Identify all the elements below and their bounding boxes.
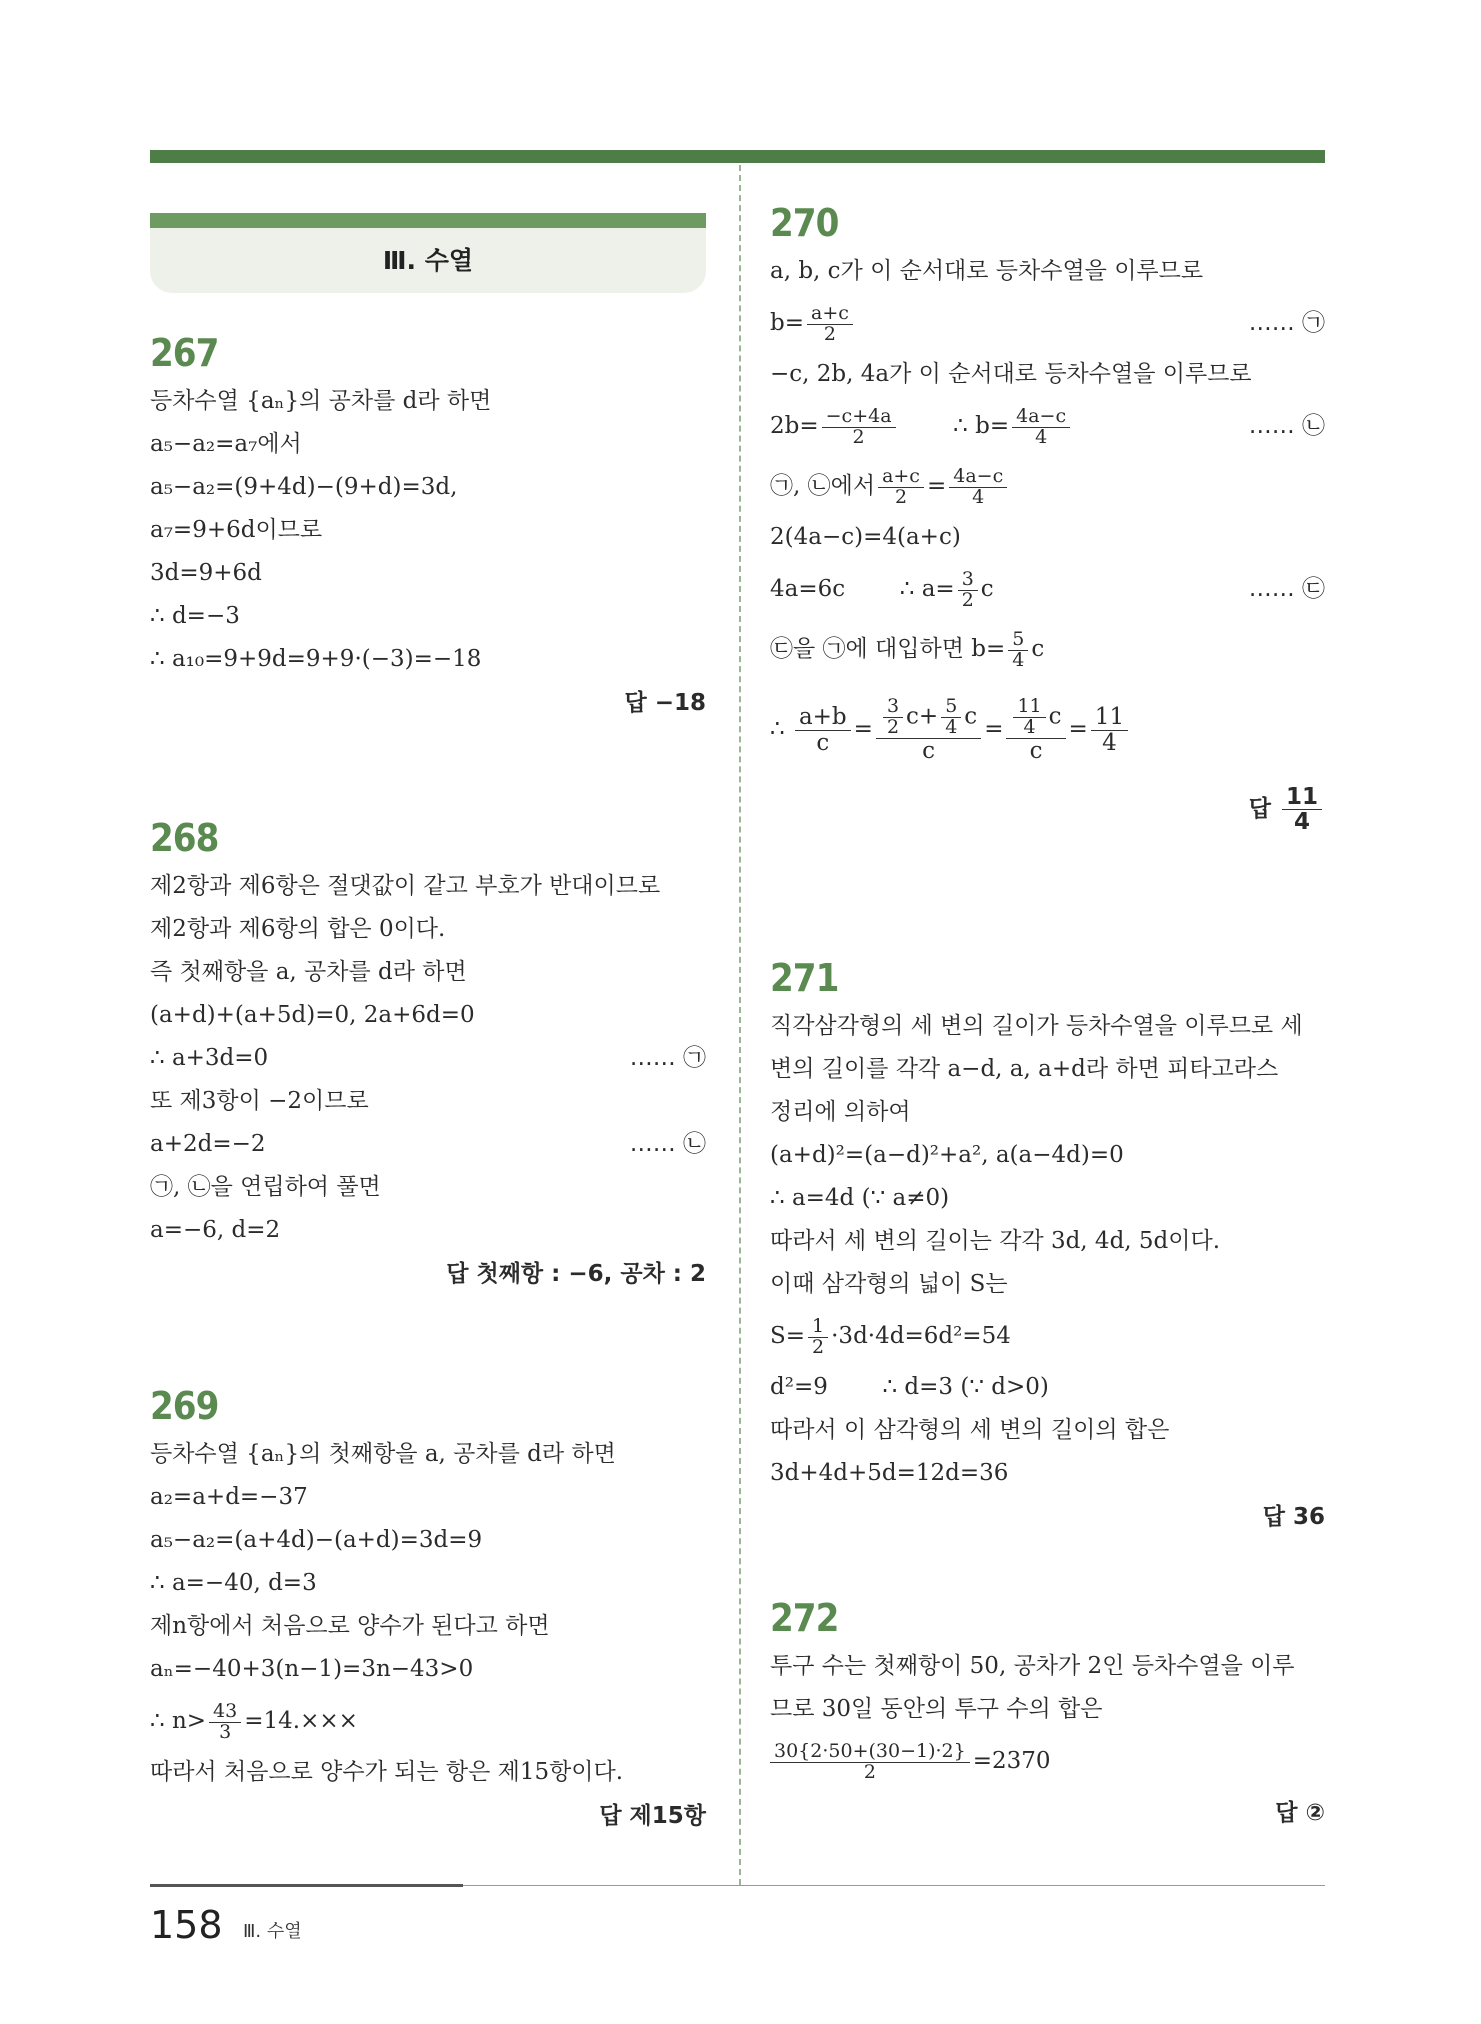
fraction-denominator: 4 <box>1023 715 1036 738</box>
solution-line <box>770 1731 1325 1791</box>
solution-line: a₅−a₂=a₇에서 <box>150 431 302 457</box>
fraction-denominator: 4 <box>1102 729 1117 756</box>
fraction-denominator: 4 <box>1035 425 1048 448</box>
equation-text: =2370 <box>972 1748 1051 1774</box>
equation-mark: …… ㉡ <box>1248 413 1325 439</box>
fraction-denominator: 3 <box>219 1720 232 1743</box>
solution-line: 므로 30일 동안의 투구 수의 합은 <box>770 1696 1103 1722</box>
problem-267 <box>150 330 706 725</box>
solution-line: 즉 첫째항을 a, 공차를 d라 하면 <box>150 959 467 985</box>
problem-269 <box>150 1383 706 1838</box>
solution-line: 2(4a−c)=4(a+c) <box>770 524 961 550</box>
fraction <box>1013 694 1045 738</box>
fraction-numerator <box>876 694 981 739</box>
fraction <box>958 567 978 611</box>
equation-text: c+ <box>906 703 939 730</box>
equation-text: ∴ a= <box>899 576 955 602</box>
section-title: Ⅲ. 수열 <box>382 246 474 275</box>
equation-mark: …… ㉢ <box>1248 576 1325 602</box>
solution-line: 3d+4d+5d=12d=36 <box>770 1460 1009 1486</box>
equation-text: 2b= <box>770 413 819 439</box>
problem-number: 268 <box>150 816 219 860</box>
solution-line: 따라서 이 삼각형의 세 변의 길이의 합은 <box>770 1417 1170 1443</box>
equation-text: c <box>1031 636 1045 662</box>
solution-line: 변의 길이를 각각 a−d, a, a+d라 하면 피타고라스 <box>770 1056 1279 1082</box>
fraction-denominator: 2 <box>812 1335 825 1358</box>
fraction-denominator: c <box>816 729 830 756</box>
equation-mark: …… ㉠ <box>1248 310 1325 336</box>
problem-number: 267 <box>150 331 219 375</box>
fraction-numerator: 1 <box>808 1317 828 1338</box>
fraction <box>878 464 924 508</box>
fraction <box>808 1314 828 1358</box>
fraction-numerator: 43 <box>209 1702 241 1723</box>
fraction <box>770 1739 970 1783</box>
equation-text: ∴ d=3 (∵ d>0) <box>882 1374 1049 1400</box>
equation-text: ·3d·4d=6d²=54 <box>831 1323 1011 1349</box>
answer-prefix: 답 <box>1248 796 1271 822</box>
answer: 답 ② <box>1275 1800 1325 1826</box>
solution-line: a₅−a₂=(a+4d)−(a+d)=3d=9 <box>150 1527 483 1553</box>
answer: 답 −18 <box>624 690 706 716</box>
fraction-numerator: 4a−c <box>1012 407 1070 428</box>
section-header-stripe <box>150 213 706 228</box>
equation-text: ㉢을 ㉠에 대입하면 b= <box>770 636 1006 662</box>
equation-text: 4a=6c <box>770 576 846 602</box>
fraction <box>876 694 981 764</box>
solution-line: 등차수열 {aₙ}의 첫째항을 a, 공차를 d라 하면 <box>150 1441 616 1467</box>
solution-line: 제2항과 제6항은 절댓값이 같고 부호가 반대이므로 <box>150 873 661 899</box>
fraction-numerator: 3 <box>883 697 903 718</box>
column-divider <box>739 165 741 1885</box>
solution-line <box>770 456 1325 516</box>
fraction <box>807 301 853 345</box>
solution-line: 등차수열 {aₙ}의 공차를 d라 하면 <box>150 388 492 414</box>
equation-text: c <box>964 703 978 730</box>
equation-mark: …… ㉡ <box>629 1131 706 1157</box>
solution-line: (a+d)²=(a−d)²+a², a(a−4d)=0 <box>770 1142 1124 1168</box>
fraction <box>1008 627 1028 671</box>
equation-text: S= <box>770 1323 806 1349</box>
equation-text: = <box>1068 716 1088 742</box>
answer: 답 제15항 <box>599 1803 706 1829</box>
problem-number: 272 <box>770 1596 839 1640</box>
equation-text: ∴ n> <box>150 1708 207 1734</box>
fraction <box>1006 694 1065 764</box>
fraction-numerator: a+c <box>878 467 924 488</box>
solution-line: 투구 수는 첫째항이 50, 공차가 2인 등차수열을 이루 <box>770 1653 1295 1679</box>
solution-line: a₅−a₂=(9+4d)−(9+d)=3d, <box>150 474 458 500</box>
equation-text: c <box>1048 703 1062 730</box>
solution-line: ∴ a=4d (∵ a≠0) <box>770 1185 950 1211</box>
fraction-numerator: 30{2·50+(30−1)·2} <box>770 1742 970 1763</box>
solution-line: a₇=9+6d이므로 <box>150 517 323 543</box>
solution-line: 제n항에서 처음으로 양수가 된다고 하면 <box>150 1613 550 1639</box>
page-number: 158 <box>150 1903 223 1947</box>
solution-line <box>770 619 1325 679</box>
equation-text: a+2d=−2 <box>150 1131 266 1157</box>
solution-line: (a+d)+(a+5d)=0, 2a+6d=0 <box>150 1002 475 1028</box>
fraction-denominator: 2 <box>961 588 974 611</box>
solution-line: 정리에 의하여 <box>770 1099 911 1125</box>
solution-line <box>770 679 1325 779</box>
solution-line: a=−6, d=2 <box>150 1217 281 1243</box>
solution-line: 제2항과 제6항의 합은 0이다. <box>150 916 446 942</box>
problem-271 <box>770 955 1325 1539</box>
fraction <box>941 694 961 738</box>
fraction <box>1282 785 1322 834</box>
fraction-denominator: 2 <box>863 1760 876 1783</box>
solution-line: 따라서 처음으로 양수가 되는 항은 제15항이다. <box>150 1759 624 1785</box>
solution-line: ㉠, ㉡을 연립하여 풀면 <box>150 1174 381 1200</box>
solution-line: 따라서 세 변의 길이는 각각 3d, 4d, 5d이다. <box>770 1228 1221 1254</box>
fraction <box>883 694 903 738</box>
solution-line <box>150 1123 706 1166</box>
equation-text: =14.××× <box>244 1708 358 1734</box>
solution-line <box>770 396 1325 456</box>
fraction-denominator: 2 <box>886 715 900 738</box>
solution-line <box>770 293 1325 353</box>
equation-text: ∴ b= <box>953 413 1010 439</box>
problem-270 <box>770 200 1325 839</box>
fraction-denominator: 4 <box>945 715 958 738</box>
solution-line <box>770 559 1325 619</box>
fraction-numerator: a+b <box>795 705 851 730</box>
solution-line: ∴ a₁₀=9+9d=9+9·(−3)=−18 <box>150 646 482 672</box>
fraction-numerator <box>1006 694 1065 739</box>
equation-text: = <box>853 716 873 742</box>
solution-line: 3d=9+6d <box>150 560 262 586</box>
solution-line: ∴ a=−40, d=3 <box>150 1570 317 1596</box>
solution-line <box>770 1306 1325 1366</box>
solution-line: a₂=a+d=−37 <box>150 1484 308 1510</box>
fraction-numerator: 4a−c <box>949 467 1007 488</box>
fraction-numerator: −c+4a <box>822 407 896 428</box>
fraction-denominator: 4 <box>972 485 985 508</box>
fraction-denominator: c <box>1029 737 1043 764</box>
fraction <box>209 1699 241 1743</box>
fraction-numerator: a+c <box>807 304 853 325</box>
fraction-denominator: 2 <box>852 425 865 448</box>
problem-272 <box>770 1595 1325 1835</box>
answer: 답 36 <box>1262 1504 1325 1530</box>
fraction <box>1091 705 1128 754</box>
solution-line: −c, 2b, 4a가 이 순서대로 등차수열을 이루므로 <box>770 361 1252 387</box>
problem-number: 271 <box>770 956 839 1000</box>
equation-text: c <box>980 576 994 602</box>
fraction-denominator: 4 <box>1012 648 1025 671</box>
answer <box>770 779 1325 839</box>
fraction-numerator: 11 <box>1013 697 1045 718</box>
fraction-numerator: 11 <box>1282 785 1322 810</box>
fraction-numerator: 11 <box>1091 705 1128 730</box>
fraction <box>822 404 896 448</box>
equation-text: b= <box>770 310 804 336</box>
fraction-numerator: 5 <box>941 697 961 718</box>
fraction <box>1012 404 1070 448</box>
section-header <box>150 213 706 293</box>
solution-line: a, b, c가 이 순서대로 등차수열을 이루므로 <box>770 258 1204 284</box>
problem-268 <box>150 815 706 1296</box>
top-bar <box>150 150 1325 163</box>
footer-rule-accent <box>150 1884 463 1887</box>
problem-number: 270 <box>770 201 839 245</box>
fraction-denominator: 2 <box>894 485 908 508</box>
equation-text: ㉠, ㉡에서 <box>770 473 876 499</box>
fraction-denominator: 2 <box>823 322 836 345</box>
equation-mark: …… ㉠ <box>629 1045 706 1071</box>
problem-number: 269 <box>150 1384 219 1428</box>
answer: 답 첫째항 : −6, 공차 : 2 <box>446 1261 706 1287</box>
solution-line: 또 제3항이 −2이므로 <box>150 1088 369 1114</box>
fraction-denominator: c <box>922 737 936 764</box>
fraction-numerator: 5 <box>1008 630 1028 651</box>
solution-line <box>150 1691 706 1751</box>
equation-text: = <box>984 716 1004 742</box>
solution-line: aₙ=−40+3(n−1)=3n−43>0 <box>150 1656 474 1682</box>
footer-section: Ⅲ. 수열 <box>243 1921 302 1942</box>
equation-text: ∴ <box>770 716 785 742</box>
fraction-numerator: 3 <box>958 570 978 591</box>
solution-line: 직각삼각형의 세 변의 길이가 등차수열을 이루므로 세 <box>770 1013 1303 1039</box>
solution-line: 이때 삼각형의 넓이 S는 <box>770 1271 1008 1297</box>
solution-line: ∴ d=−3 <box>150 603 240 629</box>
fraction <box>949 464 1007 508</box>
fraction <box>795 705 851 754</box>
solution-line <box>770 1366 1325 1409</box>
fraction-denominator: 4 <box>1293 809 1310 835</box>
solution-line <box>150 1037 706 1080</box>
equation-text: ∴ a+3d=0 <box>150 1045 269 1071</box>
equation-text: d²=9 <box>770 1374 828 1400</box>
equation-text: = <box>926 473 947 499</box>
